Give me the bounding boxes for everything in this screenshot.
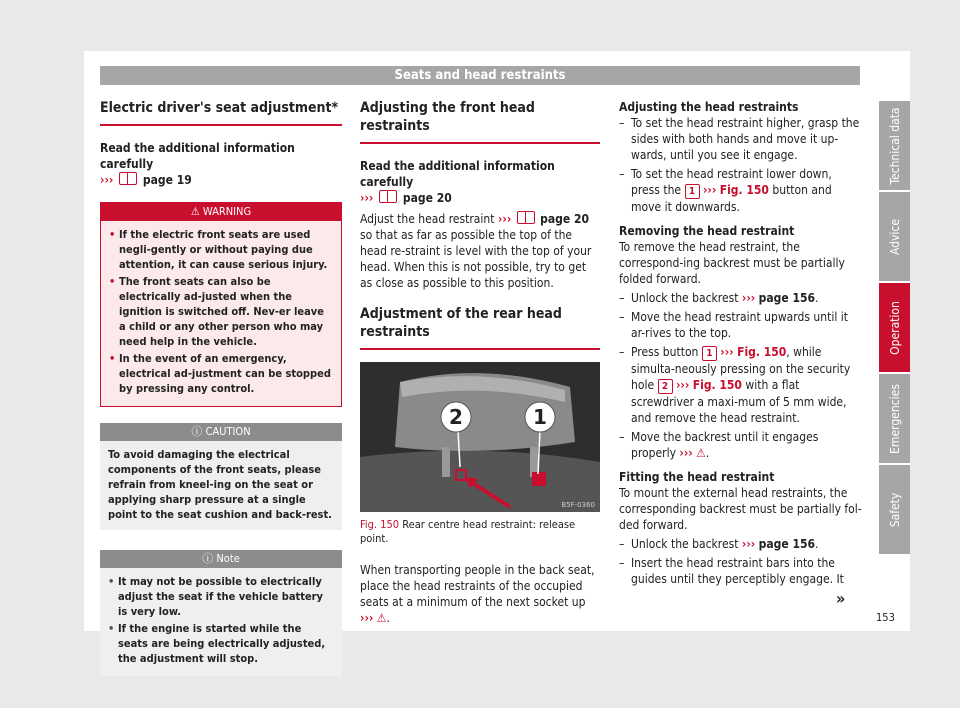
page-reference-link[interactable]: page 156: [758, 291, 816, 305]
page-reference-link[interactable]: page 20: [540, 212, 589, 226]
note-header: ⓘ Note: [100, 550, 342, 568]
warning-item: • The front seats can also be electrically ad-justed when the ignition is switched off. Nev-er leave a child or any other person who may need help in the vehicle.: [109, 274, 333, 349]
note-item: • It may not be possible to electrically adjust the seat if the vehicle battery is very low.: [108, 574, 334, 619]
figure-caption: Fig. 150 Rear centre head restraint: release point.: [360, 518, 576, 545]
warning-header: ⚠ WARNING: [101, 203, 341, 221]
tab-technical-data[interactable]: Technical data: [879, 101, 910, 190]
adjust-paragraph: Adjust the head restraint ››› page 20 so that as far as possible the top of the head re-straint is level with the top of your head. When this is not possible, try to get as close as possible to this position.: [360, 212, 592, 290]
intro-text: Read the additional information carefully ››› page 19: [100, 141, 295, 187]
warning-body: [101, 221, 341, 406]
info-icon: ⓘ: [202, 552, 214, 565]
caution-box: [100, 423, 342, 530]
column-left: [100, 99, 342, 676]
step-item: – Move the head restraint upwards until it ar-rives to the top.: [619, 309, 863, 341]
tab-emergencies[interactable]: Emergencies: [879, 374, 910, 463]
step-item: – Insert the head restraint bars into the guides until they perceptibly engage. It: [619, 555, 863, 587]
tab-advice[interactable]: Advice: [879, 192, 910, 281]
transport-paragraph: When transporting people in the back seat, place the head restraints of the occupied seats at a minimum of the next socket up ››› ⚠.: [360, 563, 595, 625]
heading-adjusting-head-restraints: Adjusting the head restraints: [619, 100, 799, 114]
step-item: – To set the head restraint lower down, press the 1 ››› Fig. 150 button and move it downwards.: [619, 166, 863, 215]
warning-triangle-icon: ⚠: [190, 205, 200, 218]
warning-triangle-icon: ⚠: [696, 446, 706, 460]
reference-arrow-icon: ›››: [702, 183, 717, 197]
reference-arrow-icon: ›››: [720, 345, 734, 359]
heading-fitting-head-restraint: Fitting the head restraint: [619, 470, 775, 484]
column-right: [619, 99, 863, 587]
reference-arrow-icon: ›››: [100, 173, 114, 187]
note-box: [100, 550, 342, 676]
book-icon: [379, 190, 397, 203]
caution-text: To avoid damaging the electrical components of the front seats, please refrain from kneel-ing on the seat or applying sharp pressure at a single point to the seat cushion and back-rest.: [108, 448, 332, 521]
caution-header: ⓘ CAUTION: [100, 423, 342, 441]
page-reference-link[interactable]: page 19: [142, 173, 192, 187]
page-reference-link[interactable]: page 156: [758, 537, 816, 551]
heading-removing-head-restraint: Removing the head restraint: [619, 224, 795, 238]
book-icon: [517, 211, 535, 224]
figure-rear-head-restraint: [360, 362, 600, 512]
warning-item: • In the event of an emergency, electrical ad-justment can be stopped by pressing any control.: [109, 351, 333, 396]
intro-text: Read the additional information carefully ››› page 20: [360, 159, 555, 205]
warning-item: • If the electric front seats are used negli-gently or without paying due attention, it can cause serious injury.: [109, 227, 333, 272]
reference-arrow-icon: ›››: [675, 378, 690, 392]
figure-reference-link[interactable]: Fig. 150: [737, 345, 787, 359]
reference-arrow-icon: ›››: [497, 212, 512, 226]
warning-box: [100, 202, 342, 407]
note-body: [100, 568, 342, 676]
callout-number: 1: [685, 184, 700, 199]
callout-number: 1: [702, 346, 717, 361]
caution-circle-icon: ⓘ: [191, 425, 203, 438]
heading-electric-seat: Electric driver's seat adjustment*: [100, 99, 342, 126]
book-icon: [119, 172, 137, 185]
figure-code: B5F-0360: [561, 501, 595, 509]
page-reference-link[interactable]: page 20: [402, 191, 452, 205]
section-tabs: [879, 101, 910, 556]
reference-arrow-icon: ›››: [741, 291, 756, 305]
reference-arrow-icon: ›››: [741, 537, 756, 551]
figure-reference-link[interactable]: Fig. 150: [719, 183, 769, 197]
tab-safety[interactable]: Safety: [879, 465, 910, 554]
column-middle: [360, 99, 600, 626]
reference-arrow-icon: ›››: [360, 191, 374, 205]
section-header: Seats and head restraints: [100, 66, 860, 85]
step-item: – To set the head restraint higher, grasp the sides with both hands and move it up-wards, until you see it engage.: [619, 115, 863, 163]
fit-paragraph: To mount the external head restraints, the corresponding backrest must be partially fol-ded forward.: [619, 486, 862, 532]
figure-label-2: 2: [449, 405, 463, 429]
callout-number: 2: [658, 379, 673, 394]
figure-label-1: 1: [533, 405, 547, 429]
step-item: – Move the backrest until it engages properly ››› ⚠.: [619, 429, 863, 461]
step-item: – Unlock the backrest ››› page 156.: [619, 290, 863, 306]
page-number: 153: [876, 611, 895, 624]
heading-front-head-restraints: Adjusting the front head restraints: [360, 99, 600, 144]
reference-arrow-icon: ›››: [360, 611, 374, 625]
heading-rear-head-restraints: Adjustment of the rear head restraints: [360, 305, 600, 350]
continue-mark: »: [836, 589, 846, 608]
figure-number: Fig. 150: [360, 518, 400, 531]
remove-paragraph: To remove the head restraint, the correspond-ing backrest must be partially folded forward.: [619, 240, 845, 286]
warning-triangle-icon: ⚠: [376, 611, 387, 625]
step-item: – Unlock the backrest ››› page 156.: [619, 536, 863, 552]
tab-operation[interactable]: Operation: [879, 283, 910, 372]
step-item: – Press button 1 ››› Fig. 150, while simulta-neously pressing on the security hole 2 ››› Fig. 150 with a flat screwdriver a maxi-mum of 5 mm wide, and remove the head restraint.: [619, 344, 863, 426]
reference-arrow-icon: ›››: [679, 446, 693, 460]
note-item: • If the engine is started while the seats are being electrically adjusted, the adjustment will stop.: [108, 621, 334, 666]
head-restraint-illustration: [360, 362, 600, 512]
figure-reference-link[interactable]: Fig. 150: [692, 378, 742, 392]
